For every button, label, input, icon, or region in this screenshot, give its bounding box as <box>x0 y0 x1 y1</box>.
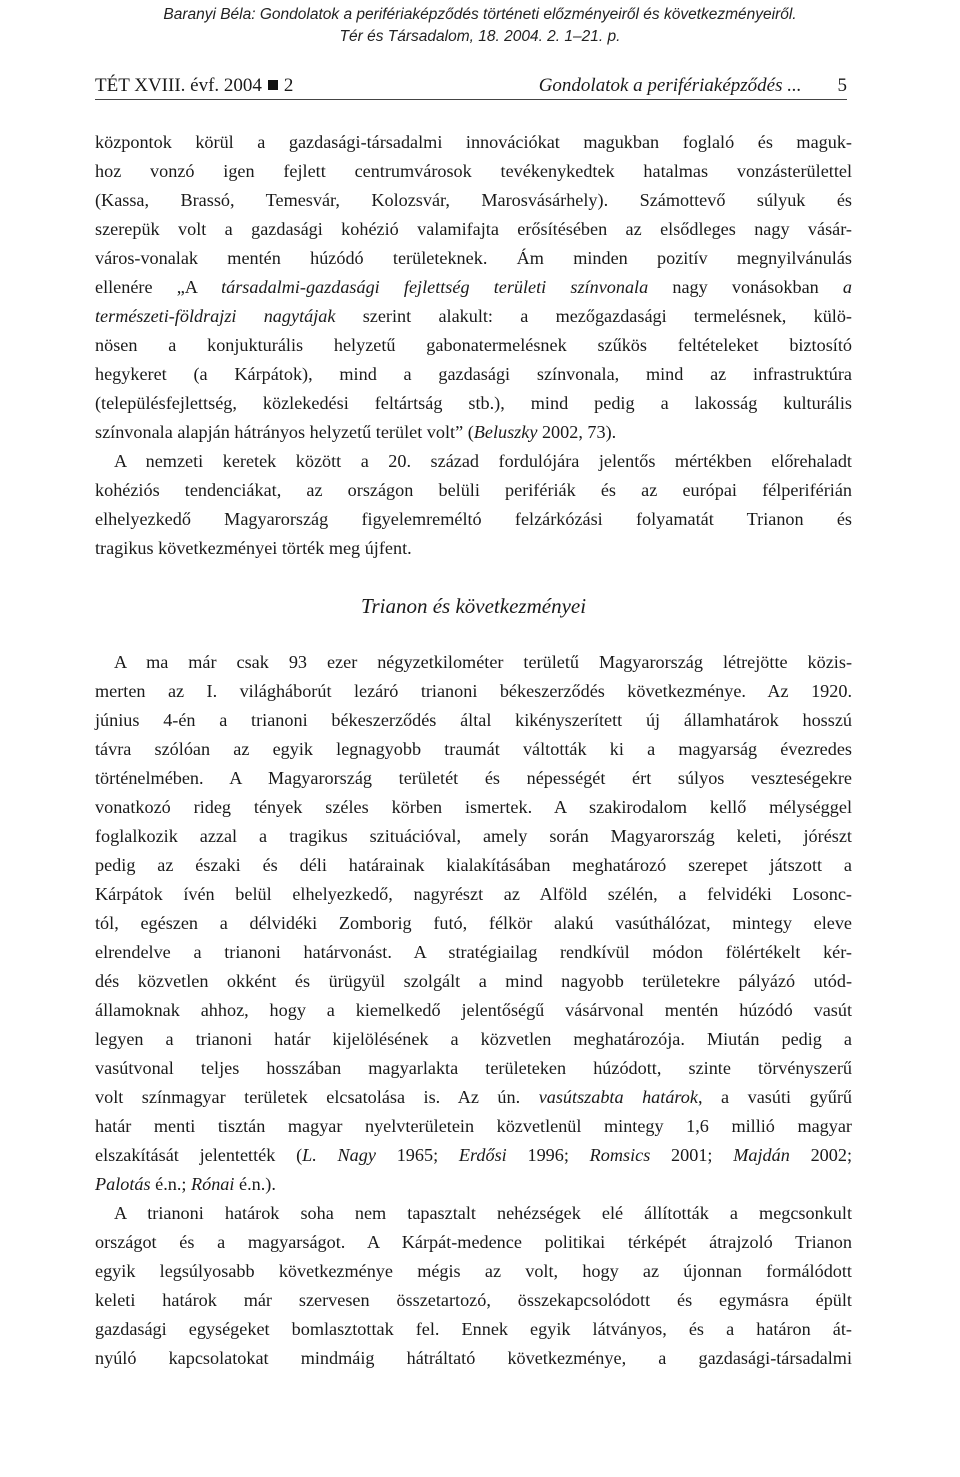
text-line: határ menti tisztán magyar nyelvterületein közvetlenül mintegy 1,6 millió magyar <box>95 1116 852 1136</box>
text-line: tragikus következményei törték meg újfent. <box>95 538 412 558</box>
text-line: volt színmagyar területek elcsatolása is. Az ún. vasútszabta határok, a vasúti gyűrű <box>95 1087 852 1107</box>
text-line: keleti határok már szervesen összetartozó, összekapcsolódott és egymásra épült <box>95 1290 852 1310</box>
square-bullet-icon <box>268 80 278 90</box>
text-line: nyúló kapcsolatokat mindmáig hátráltató következménye, a gazdasági-társadalmi <box>95 1348 852 1368</box>
citation-line-1: Baranyi Béla: Gondolatok a perifériaképződés történeti előzményeiről és következményeiről. <box>163 6 797 23</box>
citation-header <box>0 4 960 48</box>
text-line: foglalkozik azzal a tragikus szituációval, amely során Magyarország keleti, jórészt <box>95 826 852 846</box>
text-line: A ma már csak 93 ezer négyzetkilométer területű Magyarország létrejötte közis- <box>114 652 852 672</box>
text-line: város-vonalak mentén húzódó területeknek. Ám minden pozitív megnyilvánulás <box>95 248 852 268</box>
text-line: hegykeret (a Kárpátok), mind a gazdasági színvonala, mind az infrastruktúra <box>95 364 852 384</box>
text-line: Kárpátok ívén belül elhelyezkedő, nagyrészt az Alföld szélén, a felvidéki Losonc- <box>95 884 852 904</box>
text-line: elszakítását jelentették (L. Nagy 1965; Erdősi 1996; Romsics 2001; Majdán 2002; <box>95 1145 852 1165</box>
text-line: országot és a magyarságot. A Kárpát-medence politikai térképét átrajzoló Trianon <box>95 1232 852 1252</box>
text-line: Palotás é.n.; Rónai é.n.). <box>95 1174 276 1194</box>
text-line: tól, egészen a délvidéki Zomborig futó, félkör alakú vasúthálózat, mintegy eleve <box>95 913 852 933</box>
text-line: színvonala alapján hátrányos helyzetű terület volt” (Beluszky 2002, 73). <box>95 422 617 442</box>
text-line: hoz vonzó igen fejlett centrumvárosok tevékenykedtek hatalmas vonzásterülettel <box>95 161 852 181</box>
text-line: történelmében. A Magyarország területét és népességét ért súlyos veszteségekre <box>95 768 852 788</box>
text-line: A nemzeti keretek között a 20. század fordulójára jelentős mértékben előrehaladt <box>114 451 852 471</box>
running-title: Gondolatok a perifériaképződés ... <box>538 75 802 96</box>
text-line: kohéziós tendenciákat, az országon belüli perifériák és az európai félperiférián <box>95 480 852 500</box>
text-line: természeti-földrajzi nagytájak szerint alakult: a mezőgazdasági termelésnek, külö- <box>95 306 852 326</box>
text-line: legyen a trianoni határ kijelölésének a közvetlen meghatározója. Miután pedig a <box>95 1029 852 1049</box>
text-line: elrendelve a trianoni határvonást. A stratégiailag rendkívül módon fölértékelt kér- <box>95 942 852 962</box>
text-line: pedig az északi és déli határainak kialakításában meghatározó szerepet játszott a <box>95 855 852 875</box>
citation-line-2: Tér és Társadalom, 18. 2004. 2. 1–21. p. <box>339 28 621 45</box>
text-line: nösen a konjukturális helyzetű gabonatermelésnek szűkös feltételeket biztosító <box>95 335 852 355</box>
section-heading: Trianon és következményei <box>360 594 587 618</box>
text-line: ellenére „A társadalmi-gazdasági fejlettség területi színvonala nagy vonásokban a <box>95 277 853 297</box>
text-line: június 4-én a trianoni békeszerződés által kikényszerített új államhatárok hosszú <box>95 710 852 730</box>
text-line: (településfejlettség, közlekedési feltártság stb.), mind pedig a lakosság kulturális <box>95 393 852 413</box>
running-head <box>95 74 847 100</box>
text-line: egyik legsúlyosabb következménye mégis az volt, hogy az újonnan formálódott <box>95 1261 852 1281</box>
text-line: dés közvetlen okként és ürügyül szolgált a mind nagyobb területekre pályázó utód- <box>95 971 852 991</box>
text-line: merten az I. világháborút lezáró trianoni békeszerződés következménye. Az 1920. <box>95 681 852 701</box>
text-line: (Kassa, Brassó, Temesvár, Kolozsvár, Marosvásárhely). Számottevő súlyuk és <box>95 190 852 210</box>
text-line: A trianoni határok soha nem tapasztalt nehézségek elé állították a megcsonkult <box>114 1203 852 1223</box>
paragraph-block-2 <box>95 648 852 1373</box>
page-number: 5 <box>837 75 847 96</box>
journal-label: TÉT XVIII. évf. 2004 2 <box>95 75 294 96</box>
text-line: gazdasági egységeket bomlasztottak fel. Ennek egyik látványos, és a határon át- <box>95 1319 852 1339</box>
text-line: központok körül a gazdasági-társadalmi innovációkat magukban foglaló és maguk- <box>95 132 852 152</box>
text-line: szerepük volt a gazdasági kohézió valamifajta erősítésében az elsődleges nagy vásár- <box>95 219 852 239</box>
text-line: vonatkozó rideg tények széles körben ismertek. A szakirodalom kellő mélységgel <box>95 797 852 817</box>
text-line: vasútvonal teljes hosszában magyarlakta területeken húzódott, szinte törvényszerű <box>95 1058 852 1078</box>
paragraph-block-1 <box>95 128 852 563</box>
text-line: elhelyezkedő Magyarország figyelemreméltó felzárkózási folyamatát Trianon és <box>95 509 852 529</box>
text-line: távra szólóan az egyik legnagyobb traumát váltották ki a magyarság évezredes <box>95 739 852 759</box>
text-line: államoknak ahhoz, hogy a kiemelkedő jelentőségű vásárvonal mentén húzódó vasút <box>95 1000 852 1020</box>
